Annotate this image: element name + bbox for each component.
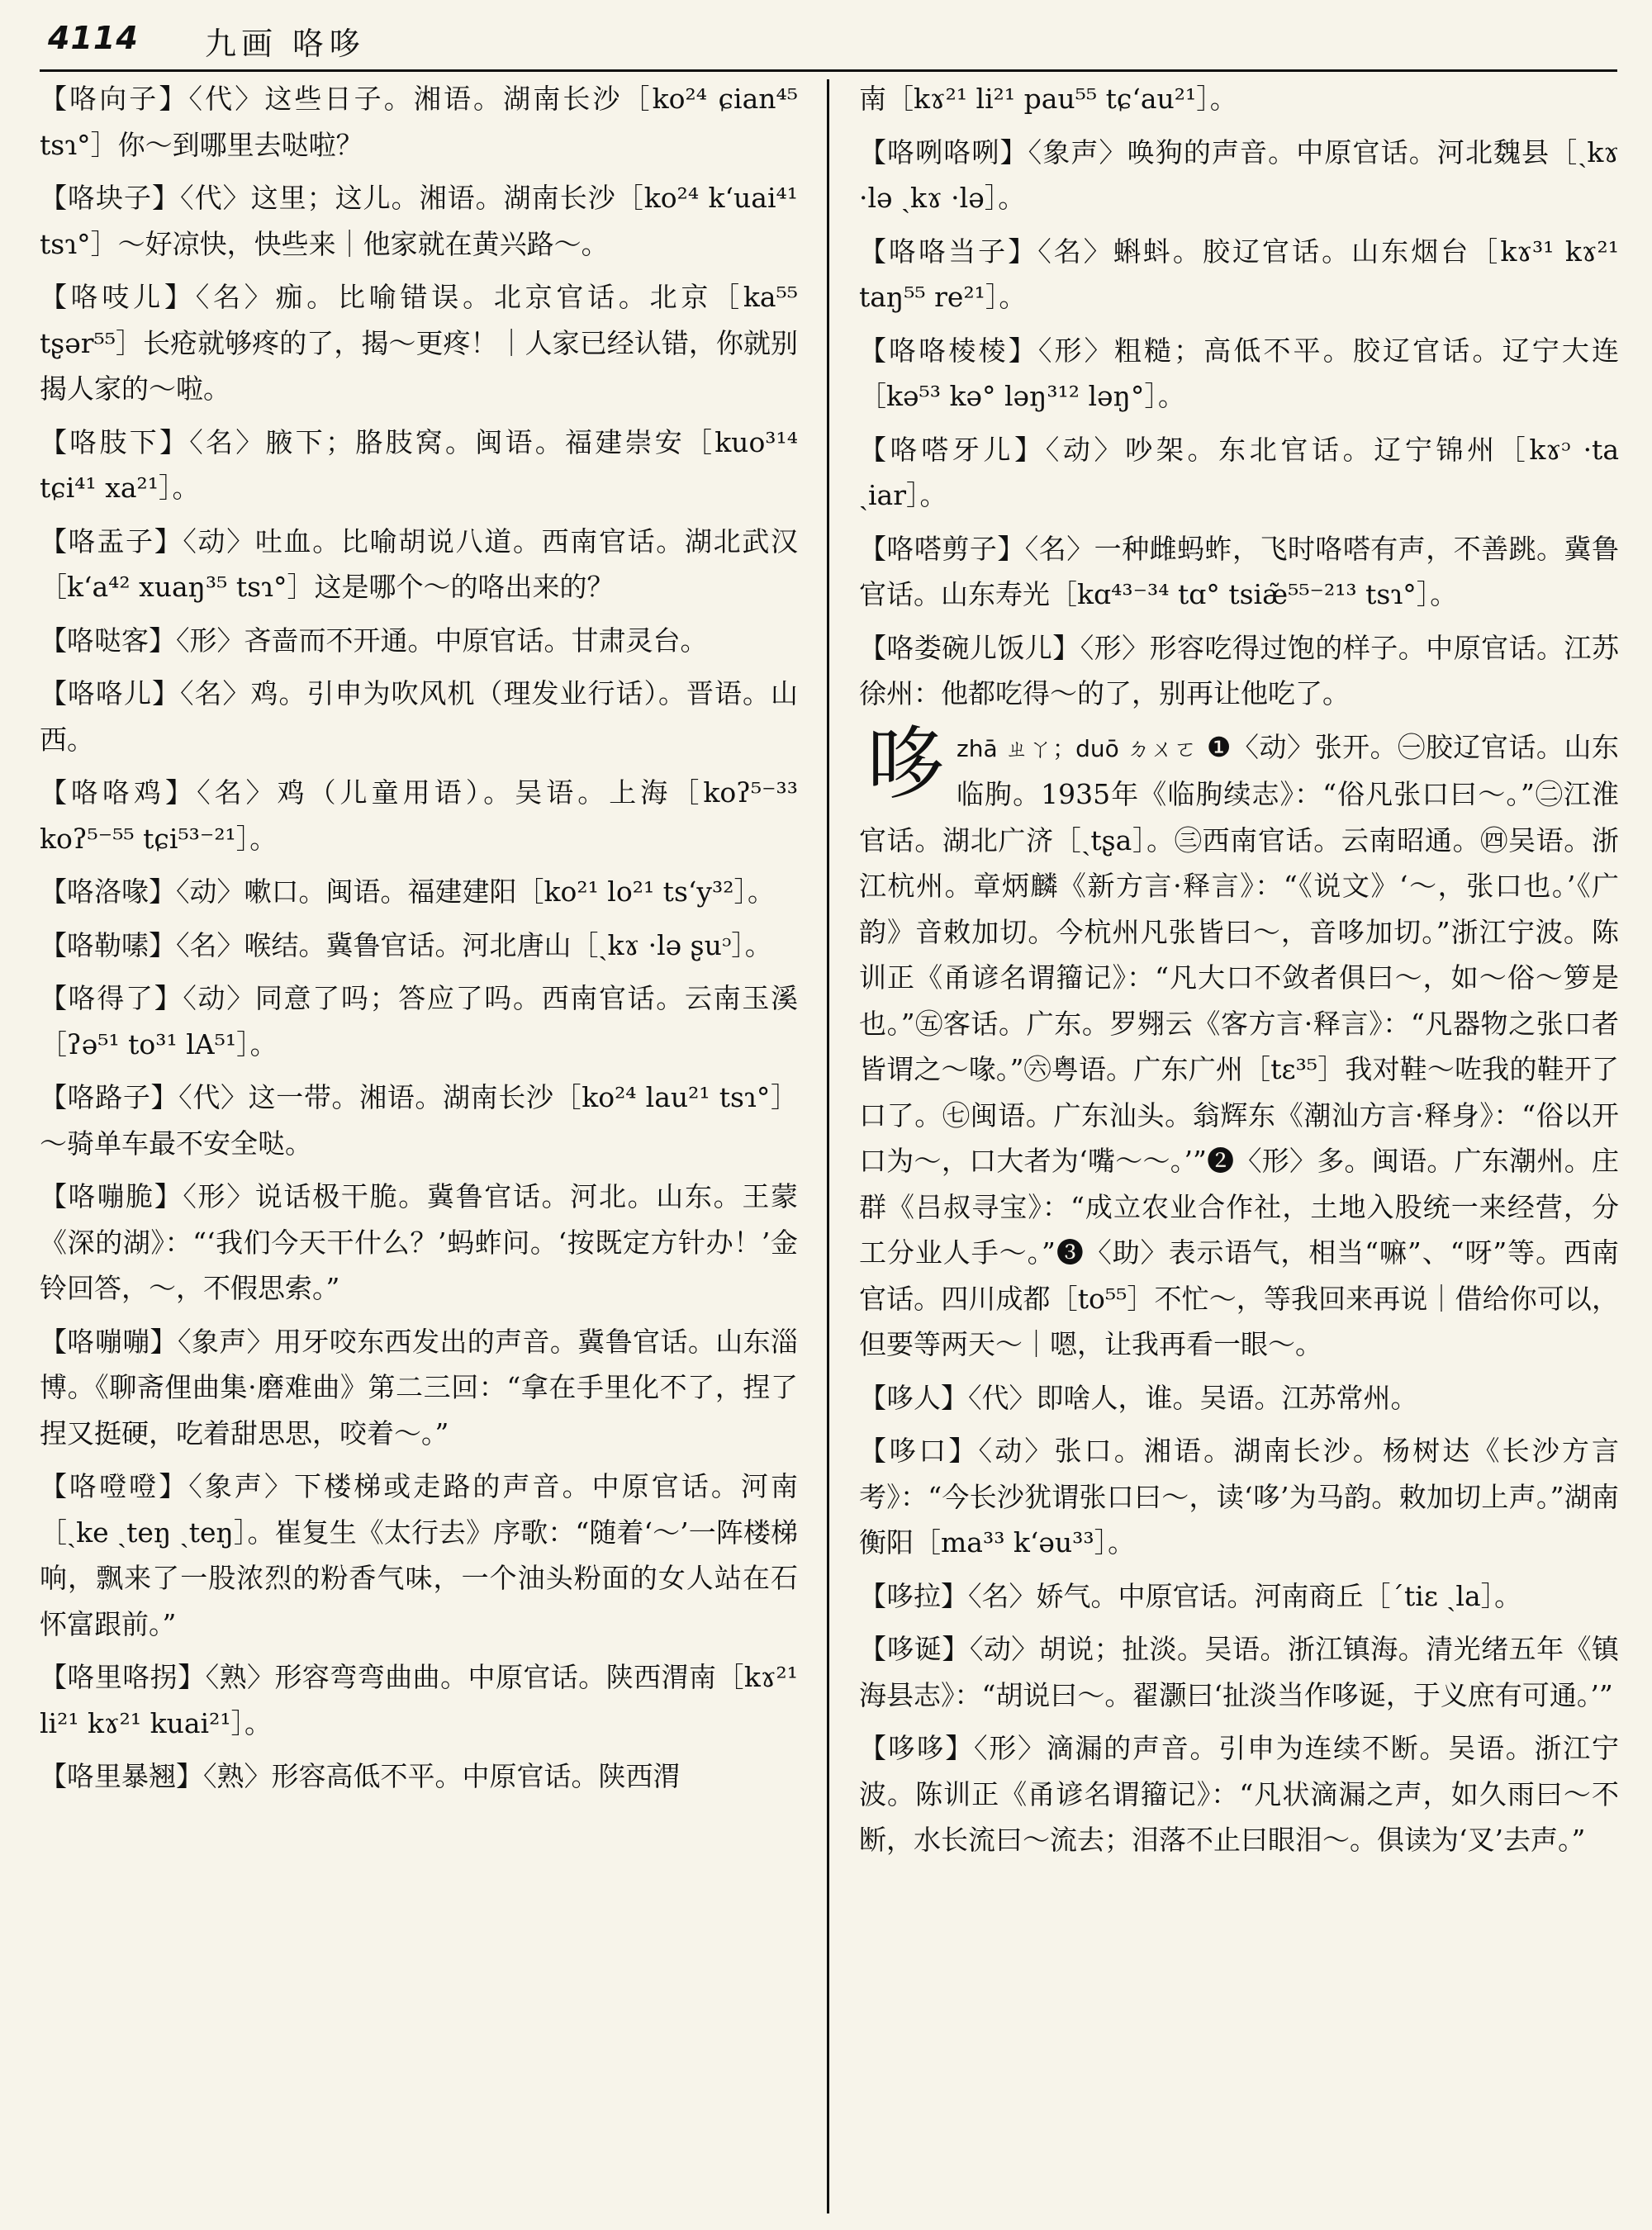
headword-entry — [859, 717, 1619, 1368]
left-column — [40, 76, 798, 2222]
page-header — [40, 15, 1617, 72]
dictionary-entry: 【咯里暴翘】〈熟〉形容高低不平。中原官话。陕西渭 — [40, 1760, 681, 1792]
dictionary-entry: 【哆哆】〈形〉滴漏的声音。引申为连续不断。吴语。浙江宁波。陈训正《甬谚名谓籀记》：“凡状滴漏之声，如久雨曰～不断，水长流曰～流去；泪落不止曰眼泪～。俱读为‘叉’去声。” — [859, 1732, 1619, 1856]
dictionary-entry: 【咯噔噔】〈象声〉下楼梯或走路的声音。中原官话。河南［ˏke ˏteŋ ˏteŋ］。崔复生《太行去》序歌：“随着‘～’一阵楼梯响，飘来了一股浓烈的粉香气味，一个油头粉面的女人站在石怀富跟前。” — [40, 1470, 798, 1640]
dictionary-entry: 【咯得了】〈动〉同意了吗；答应了吗。西南官话。云南玉溪［ʔə⁵¹ to³¹ lA⁵¹］。 — [40, 982, 798, 1060]
dictionary-entry: 【咯娄碗儿饭儿】〈形〉形容吃得过饱的样子。中原官话。江苏徐州：他都吃得～的了，别再让他吃了。 — [859, 631, 1619, 709]
dictionary-entry: 【咯肢下】〈名〉腋下；胳肢窝。闽语。福建崇安［kuo³¹⁴ tɕi⁴¹ xa²¹］。 — [40, 425, 798, 504]
dictionary-entry: 【哆口】〈动〉张口。湘语。湖南长沙。杨树达《长沙方言考》：“今长沙犹谓张口曰～，读‘哆’为马韵。敕加切上声。”湖南衡阳［ma³³ k‘əu³³］。 — [859, 1435, 1619, 1559]
page-number: 4114 — [48, 20, 139, 56]
dictionary-entry: 【咯里咯拐】〈熟〉形容弯弯曲曲。中原官话。陕西渭南［kɤ²¹ li²¹ kɤ²¹ kuai²¹］。 — [40, 1661, 798, 1739]
right-column — [859, 76, 1619, 2222]
dictionary-entry: 【咯咯鸡】〈名〉鸡（儿童用语）。吴语。上海［koʔ⁵⁻³³ koʔ⁵⁻⁵⁵ tɕi⁵³⁻²¹］。 — [40, 776, 798, 855]
dictionary-entry: 【咯洛喙】〈动〉嗽口。闽语。福建建阳［ko²¹ lo²¹ ts‘y³²］。 — [40, 875, 775, 908]
headword-character: 哆 — [866, 717, 945, 810]
dictionary-entry: 【咯咧咯咧】〈象声〉唤狗的声音。中原官话。河北魏县［ˏkɤ ·lə ˏkɤ ·lə］。 — [859, 135, 1619, 214]
dictionary-entry: 【哆诞】〈动〉胡说；扯淡。吴语。浙江镇海。清光绪五年《镇海县志》：“胡说曰～。翟灏曰‘扯淡当作哆诞，于义庶有可通。’” — [859, 1633, 1619, 1711]
dictionary-entry: 【咯咯儿】〈名〉鸡。引申为吹风机（理发业行话）。晋语。山西。 — [40, 677, 798, 756]
dictionary-entry: 【咯勒嗉】〈名〉喉结。冀鲁官话。河北唐山［ˏkɤ ·lə ʂuᵓ］。 — [40, 928, 772, 961]
dictionary-entry: 【咯块子】〈代〉这里；这儿。湘语。湖南长沙［ko²⁴ k‘uai⁴¹ tsɿ°］～好凉快，快些来｜他家就在黄兴路～。 — [40, 182, 798, 260]
dictionary-entry: 【咯嘣嘣】〈象声〉用牙咬东西发出的声音。冀鲁官话。山东淄博。《聊斋俚曲集·磨难曲》第二三回：“拿在手里化不了，捏了捏又挺硬，吃着甜思思，咬着～。” — [40, 1325, 798, 1450]
headword-definition: ❶〈动〉张开。㊀胶辽官话。山东临朐。1935年《临朐续志》：“俗凡张口曰～。”㊁江淮官话。湖北广济［ˏtʂa］。㊂西南官话。云南昭通。㊃吴语。浙江杭州。章炳麟《新方言·释言》：“《说文》‘～，张口也。’《广韵》音敕加切。今杭州凡张皆曰～，音哆加切。”浙江宁波。陈训正《甬谚名谓籀记》：“凡大口不敛者俱曰～，如～俗～箩是也。”㊄客话。广东。罗翙云《客方言·释言》：“凡器物之张口者皆谓之～喙。”㊅粤语。广东广州［tɛ³⁵］我对鞋～咗我的鞋开了口了。㊆闽语。广东汕头。翁辉东《潮汕方言·释身》：“俗以开口为～，口大者为‘嘴～～。’”❷〈形〉多。闽语。广东潮州。庄群《吕叔寻宝》：“成立农业合作社，土地入股统一来经营，分工分业人手～。”❸〈助〉表示语气，相当“嘛”、“呀”等。西南官话。四川成都［to⁵⁵］不忙～，等我回来再说｜借给你可以，但要等两天～｜嗯，让我再看一眼～。 — [859, 730, 1619, 1360]
dictionary-entry: 【咯盂子】〈动〉吐血。比喻胡说八道。西南官话。湖北武汉［k‘a⁴² xuaŋ³⁵ tsɿ°］这是哪个～的咯出来的？ — [40, 524, 798, 603]
dictionary-entry: 【咯咯棱棱】〈形〉粗糙；高低不平。胶辽官话。辽宁大连［kə⁵³ kə° ləŋ³¹² ləŋ°］。 — [859, 334, 1619, 412]
column-divider — [827, 79, 829, 2213]
running-head: 九画 咯哆 — [205, 26, 366, 62]
continued-entry: 南［kɤ²¹ li²¹ pau⁵⁵ tɕ‘au²¹］。 — [859, 83, 1237, 115]
dictionary-entry: 【咯咯当子】〈名〉蝌蚪。胶辽官话。山东烟台［kɤ³¹ kɤ²¹ taŋ⁵⁵ re²¹］。 — [859, 235, 1619, 313]
headword-pronunciation: zhā ㄓㄚ；duō ㄉㄨㄛ — [957, 734, 1198, 762]
dictionary-entry: 【咯吱儿】〈名〉痂。比喻错误。北京官话。北京［ka⁵⁵ tʂər⁵⁵］长疮就够疼的了，揭～更疼！｜人家已经认错，你就别揭人家的～啦。 — [40, 281, 798, 405]
dictionary-entry: 【咯嘣脆】〈形〉说话极干脆。冀鲁官话。河北。山东。王蒙《深的湖》：“‘我们今天干什么？’蚂蚱问。‘按既定方针办！’金铃回答，～，不假思索。” — [40, 1180, 798, 1304]
dictionary-entry: 【咯嗒剪子】〈名〉一种雌蚂蚱，飞时咯嗒有声，不善跳。冀鲁官话。山东寿光［kɑ⁴³⁻³⁴ tɑ° tsiæ̃⁵⁵⁻²¹³ tsɿ°］。 — [859, 532, 1619, 610]
dictionary-entry: 【咯向子】〈代〉这些日子。湘语。湖南长沙［ko²⁴ ɕian⁴⁵ tsɿ°］你～到哪里去哒啦？ — [40, 83, 798, 161]
dictionary-entry: 【咯嗒牙儿】〈动〉吵架。东北官话。辽宁锦州［kɤᵓ ·ta ˏiar］。 — [859, 433, 1619, 511]
dictionary-entry: 【咯路子】〈代〉这一带。湘语。湖南长沙［ko²⁴ lau²¹ tsɿ°］～骑单车最不安全哒。 — [40, 1081, 798, 1160]
dictionary-entry: 【咯哒客】〈形〉吝啬而不开通。中原官话。甘肃灵台。 — [40, 624, 708, 657]
dictionary-entry: 【哆拉】〈名〉娇气。中原官话。河南商丘［ˊtiɛ ˏla］。 — [859, 1579, 1522, 1612]
dictionary-entry: 【哆人】〈代〉即啥人，谁。吴语。江苏常州。 — [859, 1381, 1418, 1414]
